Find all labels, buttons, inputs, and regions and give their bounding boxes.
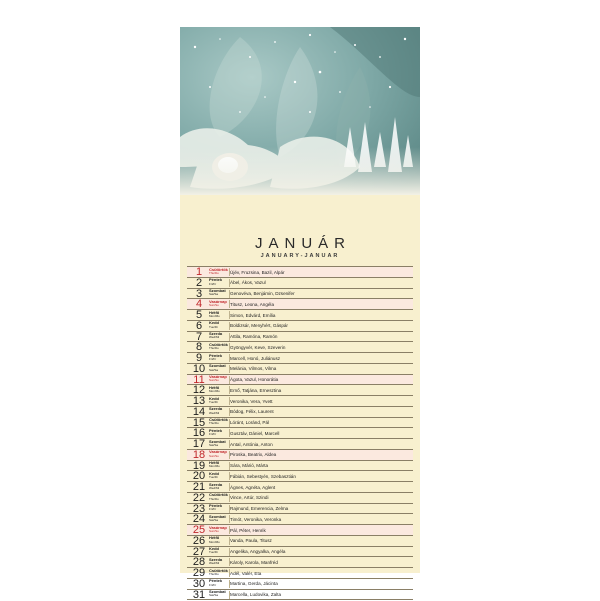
weekday-label xyxy=(209,418,229,426)
weekday-abbrev: Sat/Sa xyxy=(209,367,219,372)
weekday-name: Szerda xyxy=(209,556,223,562)
day-number: 12 xyxy=(192,384,206,397)
weekday-abbrev: Sun/So xyxy=(209,453,219,458)
weekday-label xyxy=(209,407,229,415)
weekday-abbrev: Fri/Fr xyxy=(209,507,217,512)
weekday-name: Szombat xyxy=(209,363,226,369)
weekday-abbrev: Tue/Di xyxy=(209,550,218,555)
name-days: Veronika, Vera, Yvett xyxy=(230,398,273,404)
weekday-name: Péntek xyxy=(209,277,223,283)
weekday-name: Szerda xyxy=(209,406,223,412)
day-number: 18 xyxy=(192,448,206,461)
day-number: 2 xyxy=(195,276,203,289)
winter-illustration-graphic xyxy=(180,27,420,195)
weekday-label xyxy=(209,343,229,351)
name-days: Melánia, Vilmos, Vilma xyxy=(230,366,277,372)
day-number: 30 xyxy=(192,577,206,590)
name-days: Angelika, Angyalka, Angéla xyxy=(230,549,286,554)
day-number: 1 xyxy=(195,266,203,278)
table-row xyxy=(187,353,413,364)
name-days: Sára, Márió, Márta xyxy=(230,463,269,468)
table-row xyxy=(187,418,413,429)
weekday-abbrev: Sat/Sa xyxy=(209,442,219,447)
weekday-name: Csütörtök xyxy=(209,266,228,272)
weekday-name: Szombat xyxy=(209,438,226,444)
table-row xyxy=(187,310,413,321)
day-number: 28 xyxy=(192,556,206,569)
table-row xyxy=(187,299,413,310)
weekday-abbrev: Wed/Mi xyxy=(209,561,220,566)
table-row xyxy=(187,493,413,504)
name-days: Ágota, Vazul, Honorátia xyxy=(230,377,279,382)
name-days: Újév, Fruzsina, Bazil, Alpár xyxy=(230,269,285,275)
weekday-label xyxy=(209,300,229,308)
table-row xyxy=(187,525,413,536)
weekday-abbrev: Sun/So xyxy=(209,303,219,308)
weekday-abbrev: Wed/Mi xyxy=(209,410,220,415)
day-number: 8 xyxy=(195,341,203,354)
table-row xyxy=(187,579,413,590)
weekday-label xyxy=(209,526,229,534)
weekday-name: Hétfő xyxy=(209,535,220,541)
name-days: Marcell, Honó, Juliánusz xyxy=(230,355,281,361)
day-number: 16 xyxy=(192,427,206,440)
weekday-name: Kedd xyxy=(209,546,219,551)
day-number: 26 xyxy=(192,534,206,547)
weekday-abbrev: Fri/Fr xyxy=(209,281,217,286)
weekday-name: Csütörtök xyxy=(209,341,228,347)
table-row xyxy=(187,396,413,407)
table-row xyxy=(187,332,413,343)
weekday-name: Vasárnap xyxy=(209,449,227,455)
day-number: 23 xyxy=(192,502,206,515)
weekday-name: Hétfő xyxy=(209,460,220,465)
name-days: Ernő, Tatjána, Ernesztina xyxy=(230,387,282,393)
name-days: Ágnes, Agnéta, Aglent xyxy=(230,484,276,490)
table-row xyxy=(187,450,413,461)
name-days: Rajmund, Emerencia, Zelma xyxy=(230,506,289,511)
name-days: Marcella, Ludovika, Zalta xyxy=(230,592,282,597)
month-title: JANUÁR xyxy=(254,235,351,252)
day-number: 17 xyxy=(192,438,206,450)
weekday-abbrev: Fri/Fr xyxy=(209,582,217,587)
name-days: Gusztáv, Dániel, Marcell xyxy=(230,430,280,436)
day-number: 25 xyxy=(192,524,206,536)
weekday-abbrev: Wed/Mi xyxy=(209,485,220,490)
weekday-label xyxy=(209,579,229,587)
name-days: Károly, Karola, Manfréd xyxy=(230,559,278,565)
day-number: 4 xyxy=(195,298,203,311)
table-row xyxy=(187,536,413,547)
weekday-label xyxy=(209,558,229,566)
weekday-abbrev: Sun/So xyxy=(209,378,219,383)
weekday-label xyxy=(209,397,229,405)
weekday-abbrev: Sun/So xyxy=(209,528,219,533)
weekday-label xyxy=(209,515,229,523)
table-row xyxy=(187,514,413,525)
table-row xyxy=(187,590,413,601)
table-row xyxy=(187,428,413,439)
table-row xyxy=(187,504,413,515)
weekday-label xyxy=(209,504,229,512)
weekday-name: Péntek xyxy=(209,578,223,584)
wall-calendar xyxy=(180,27,420,601)
day-number: 24 xyxy=(192,513,206,526)
weekday-label xyxy=(209,311,229,319)
weekday-label xyxy=(209,321,229,329)
weekday-name: Vasárnap xyxy=(209,374,227,379)
day-number: 29 xyxy=(192,567,206,579)
name-days: Attila, Ramóna, Ramón xyxy=(230,334,278,339)
day-number: 10 xyxy=(192,362,206,375)
weekday-abbrev: Mon/Mo xyxy=(209,389,220,394)
name-days: Boldizsár, Menyhért, Gáspár xyxy=(230,323,288,329)
weekday-label xyxy=(209,450,229,458)
weekday-label xyxy=(209,472,229,480)
name-days: Fábián, Sebestyén, Szebasztián xyxy=(230,473,296,479)
weekday-abbrev: Mon/Mo xyxy=(209,464,220,469)
weekday-name: Vasárnap xyxy=(209,298,227,304)
weekday-name: Szombat xyxy=(209,288,226,293)
weekday-abbrev: Mon/Mo xyxy=(209,539,220,544)
name-days: Bódog, Félix, Laurent xyxy=(230,409,274,415)
weekday-name: Vasárnap xyxy=(209,524,227,530)
weekday-name: Csütörtök xyxy=(209,417,228,422)
weekday-name: Csütörtök xyxy=(209,492,228,498)
day-number: 31 xyxy=(192,588,206,601)
day-number: 7 xyxy=(195,330,203,343)
day-number: 6 xyxy=(195,319,203,332)
weekday-abbrev: Wed/Mi xyxy=(209,335,220,340)
weekday-name: Kedd xyxy=(209,470,219,476)
name-days: Vince, Artúr, Szindi xyxy=(230,495,269,501)
table-row xyxy=(187,461,413,472)
weekday-name: Kedd xyxy=(209,395,219,401)
weekday-label xyxy=(209,483,229,491)
name-days: Ábel, Ákos, Vazul xyxy=(230,280,266,286)
weekday-label xyxy=(209,332,229,340)
day-number: 14 xyxy=(192,405,206,418)
weekday-label xyxy=(209,547,229,555)
weekday-abbrev: Thu/Do xyxy=(209,421,219,426)
table-row xyxy=(187,557,413,568)
weekday-name: Péntek xyxy=(209,427,223,433)
name-days: Adél, Valér, Eta xyxy=(230,570,262,576)
name-days: Simon, Edvárd, Emília xyxy=(230,312,276,318)
day-number: 11 xyxy=(193,373,205,386)
day-number: 20 xyxy=(192,470,206,483)
table-row xyxy=(187,289,413,300)
day-number: 3 xyxy=(195,287,203,300)
table-row xyxy=(187,321,413,332)
weekday-name: Csütörtök xyxy=(209,567,228,573)
table-row xyxy=(187,267,413,278)
weekday-abbrev: Mon/Mo xyxy=(209,313,220,318)
day-number: 27 xyxy=(192,545,206,558)
weekday-abbrev: Tue/Di xyxy=(209,324,218,329)
table-row xyxy=(187,407,413,418)
weekday-name: Kedd xyxy=(209,320,219,326)
day-number: 9 xyxy=(195,352,203,364)
weekday-abbrev: Thu/Do xyxy=(209,571,219,576)
day-list xyxy=(187,266,413,600)
day-number: 13 xyxy=(192,395,206,407)
weekday-label xyxy=(209,268,229,276)
month-subtitle: JANUARY-JANUAR xyxy=(260,253,340,259)
weekday-abbrev: Fri/Fr xyxy=(209,356,217,361)
weekday-name: Hétfő xyxy=(209,309,220,315)
day-number: 19 xyxy=(192,459,206,472)
name-days: Piroska, Beatrix, Aldea xyxy=(230,452,277,458)
weekday-abbrev: Tue/Di xyxy=(209,475,218,480)
name-days: Lóránt, Loránd, Pál xyxy=(230,420,270,425)
weekday-abbrev: Thu/Do xyxy=(209,270,219,275)
weekday-name: Szombat xyxy=(209,589,226,594)
day-number: 15 xyxy=(192,416,206,429)
weekday-abbrev: Tue/Di xyxy=(209,399,218,404)
table-row xyxy=(187,471,413,482)
day-number: 21 xyxy=(192,481,206,493)
weekday-label xyxy=(209,354,229,362)
name-days: Antal, Antónia, Anton xyxy=(230,441,273,447)
weekday-name: Hétfő xyxy=(209,384,220,390)
table-row xyxy=(187,385,413,396)
weekday-abbrev: Fri/Fr xyxy=(209,432,217,437)
name-days: Timót, Veronika, Veronka xyxy=(230,516,282,522)
weekday-label xyxy=(209,569,229,577)
day-number: 22 xyxy=(192,491,206,504)
name-days: Martina, Gerda, Jácinta xyxy=(230,581,278,587)
weekday-label xyxy=(209,590,229,598)
winter-illustration xyxy=(180,27,420,195)
name-days: Vanda, Paula, Titusz xyxy=(230,538,272,544)
weekday-name: Péntek xyxy=(209,352,223,358)
weekday-abbrev: Sat/Sa xyxy=(209,292,219,297)
table-row xyxy=(187,375,413,386)
weekday-name: Szerda xyxy=(209,481,223,487)
month-header xyxy=(180,195,420,267)
weekday-abbrev: Sat/Sa xyxy=(209,518,219,523)
weekday-label xyxy=(209,386,229,394)
table-row xyxy=(187,364,413,375)
table-row xyxy=(187,482,413,493)
weekday-name: Szerda xyxy=(209,331,223,336)
weekday-name: Péntek xyxy=(209,503,223,508)
weekday-label xyxy=(209,278,229,286)
weekday-name: Szombat xyxy=(209,513,226,519)
table-row xyxy=(187,439,413,450)
table-row xyxy=(187,342,413,353)
day-number: 5 xyxy=(195,309,203,321)
name-days: Pál, Péter, Henrik xyxy=(230,527,266,533)
weekday-label xyxy=(209,364,229,372)
table-row xyxy=(187,278,413,289)
weekday-label xyxy=(209,429,229,437)
weekday-label xyxy=(209,375,229,383)
weekday-label xyxy=(209,440,229,448)
weekday-abbrev: Thu/Do xyxy=(209,496,219,501)
name-days: Titusz, Leona, Angéla xyxy=(230,301,275,307)
table-row xyxy=(187,547,413,558)
name-days: Gyöngyvér, Keve, Szeverin xyxy=(230,344,286,350)
weekday-label xyxy=(209,493,229,501)
weekday-label xyxy=(209,461,229,469)
weekday-label xyxy=(209,536,229,544)
table-row xyxy=(187,568,413,579)
name-days: Genovéva, Benjámin, Dzsenifer xyxy=(230,291,295,296)
weekday-abbrev: Sat/Sa xyxy=(209,593,219,598)
weekday-abbrev: Thu/Do xyxy=(209,346,219,351)
weekday-label xyxy=(209,289,229,297)
